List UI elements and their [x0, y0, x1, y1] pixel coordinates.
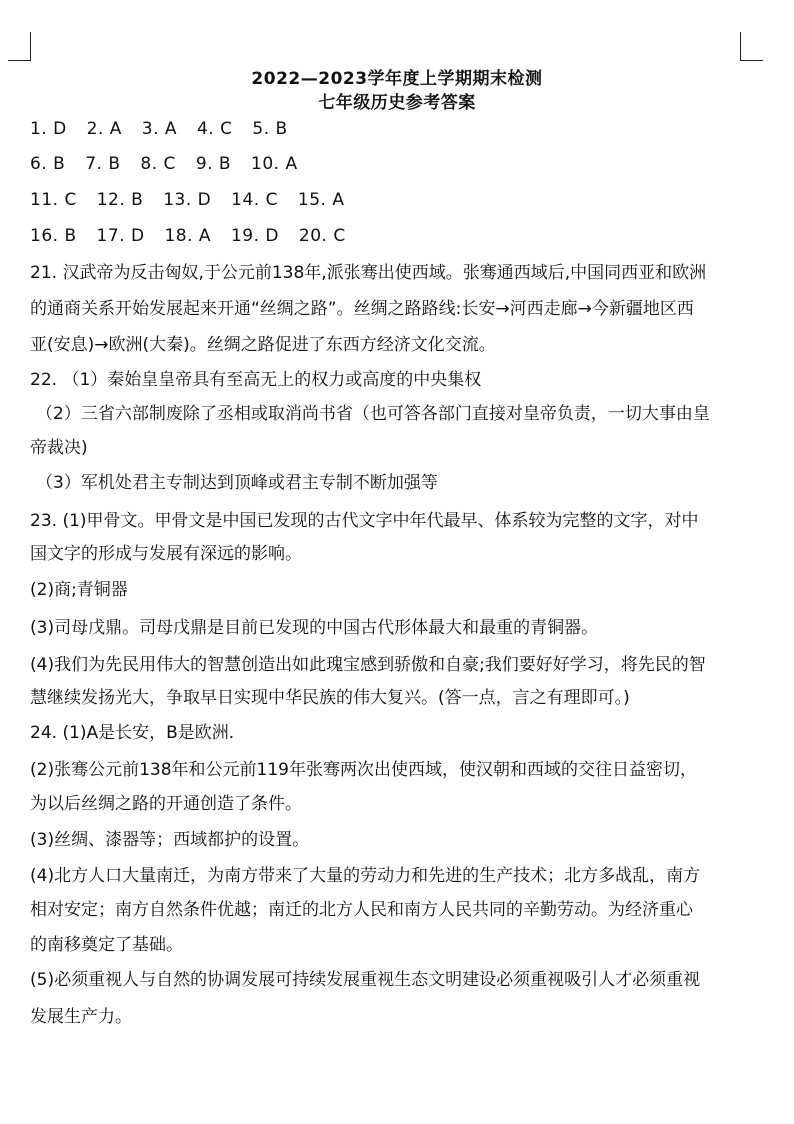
- mc-answer: 14. C: [231, 190, 278, 210]
- q22-part-2-line-2: 帝裁决): [30, 438, 88, 458]
- q23-part-1-line-2: 国文字的形成与发展有深远的影响。: [30, 544, 302, 564]
- q23-part-1-line-1: 23. (1)甲骨文。甲骨文是中国已发现的古代文字中年代最早、体系较为完整的文字，对中: [30, 511, 699, 531]
- q22-part-3: （3）军机处君主专制达到顶峰或君主专制不断加强等: [36, 473, 438, 493]
- mc-answer: 15. A: [297, 190, 345, 210]
- mc-answer: 1. D: [30, 119, 67, 139]
- q24-part-5-line-1: (5)必须重视人与自然的协调发展可持续发展重视生态文明建设必须重视吸引人才必须重视: [30, 970, 701, 990]
- mc-row-1: [30, 118, 288, 140]
- q24-part-2-line-2: 为以后丝绸之路的开通创造了条件。: [30, 794, 302, 814]
- q22-part-2-line-1: （2）三省六部制废除了丞相或取消尚书省（也可答各部门直接对皇帝负责，一切大事由皇: [36, 404, 710, 424]
- q24-part-4-line-3: 的南移奠定了基础。: [30, 935, 183, 955]
- crop-mark-right: [740, 32, 763, 61]
- mc-answer: 11. C: [30, 190, 77, 210]
- mc-answer: 18. A: [164, 226, 212, 246]
- page-subtitle: 七年级历史参考答案: [318, 93, 476, 113]
- mc-answer: 3. A: [141, 119, 178, 139]
- q24-part-1: 24. (1)A是长安，B是欧洲.: [30, 723, 235, 743]
- mc-answer: 2. A: [86, 119, 122, 139]
- q21-line-1: 21. 汉武帝为反击匈奴,于公元前138年,派张骞出使西域。张骞通西域后,中国同西亚和欧洲: [30, 263, 707, 283]
- q24-part-5-line-2: 发展生产力。: [30, 1007, 132, 1027]
- q24-part-2-line-1: (2)张骞公元前138年和公元前119年张骞两次出使西域，使汉朝和西域的交往日益密切，: [30, 760, 697, 780]
- mc-answer: 7. B: [85, 154, 121, 174]
- mc-row-3: [30, 189, 344, 211]
- q23-part-3: (3)司母戊鼎。司母戊鼎是目前已发现的中国古代形体最大和最重的青铜器。: [30, 618, 599, 638]
- mc-answer: 10. A: [251, 154, 298, 174]
- q21-line-3: 亚(安息)→欧洲(大秦)。丝绸之路促进了东西方经济文化交流。: [30, 335, 496, 355]
- mc-answer: 8. C: [140, 154, 176, 174]
- q24-part-4-line-1: (4)北方人口大量南迁，为南方带来了大量的劳动力和先进的生产技术；北方多战乱，南方: [30, 866, 701, 886]
- mc-row-4: [30, 225, 346, 247]
- q23-part-4-line-2: 慧继续发扬光大，争取早日实现中华民族的伟大复兴。(答一点，言之有理即可。): [30, 688, 630, 708]
- mc-answer: 5. B: [252, 119, 288, 139]
- mc-answer: 4. C: [196, 119, 233, 139]
- mc-answer: 6. B: [30, 154, 66, 174]
- mc-row-2: [30, 153, 298, 175]
- mc-answer: 17. D: [96, 226, 145, 246]
- q24-part-4-line-2: 相对安定；南方自然条件优越；南迁的北方人民和南方人民共同的辛勤劳动。为经济重心: [30, 900, 693, 920]
- mc-answer: 12. B: [96, 190, 144, 210]
- q23-part-2: (2)商;青铜器: [30, 580, 128, 600]
- mc-answer: 19. D: [230, 226, 279, 246]
- mc-answer: 16. B: [30, 226, 77, 246]
- q23-part-4-line-1: (4)我们为先民用伟大的智慧创造出如此瑰宝感到骄傲和自豪;我们要好好学习，将先民的智: [30, 655, 706, 675]
- q21-line-2: 的通商关系开始发展起来开通“丝绸之路”。丝绸之路路线:长安→河西走廊→今新疆地区西: [30, 299, 694, 319]
- crop-mark-left: [8, 32, 31, 61]
- q24-part-3: (3)丝绸、漆器等；西域都护的设置。: [30, 830, 310, 850]
- mc-answer: 13. D: [163, 190, 212, 210]
- q22-part-1: 22. （1）秦始皇皇帝具有至高无上的权力或高度的中央集权: [30, 370, 482, 390]
- mc-answer: 20. C: [298, 226, 346, 246]
- mc-answer: 9. B: [195, 154, 232, 174]
- page-title: 2022—2023学年度上学期期末检测: [251, 69, 543, 89]
